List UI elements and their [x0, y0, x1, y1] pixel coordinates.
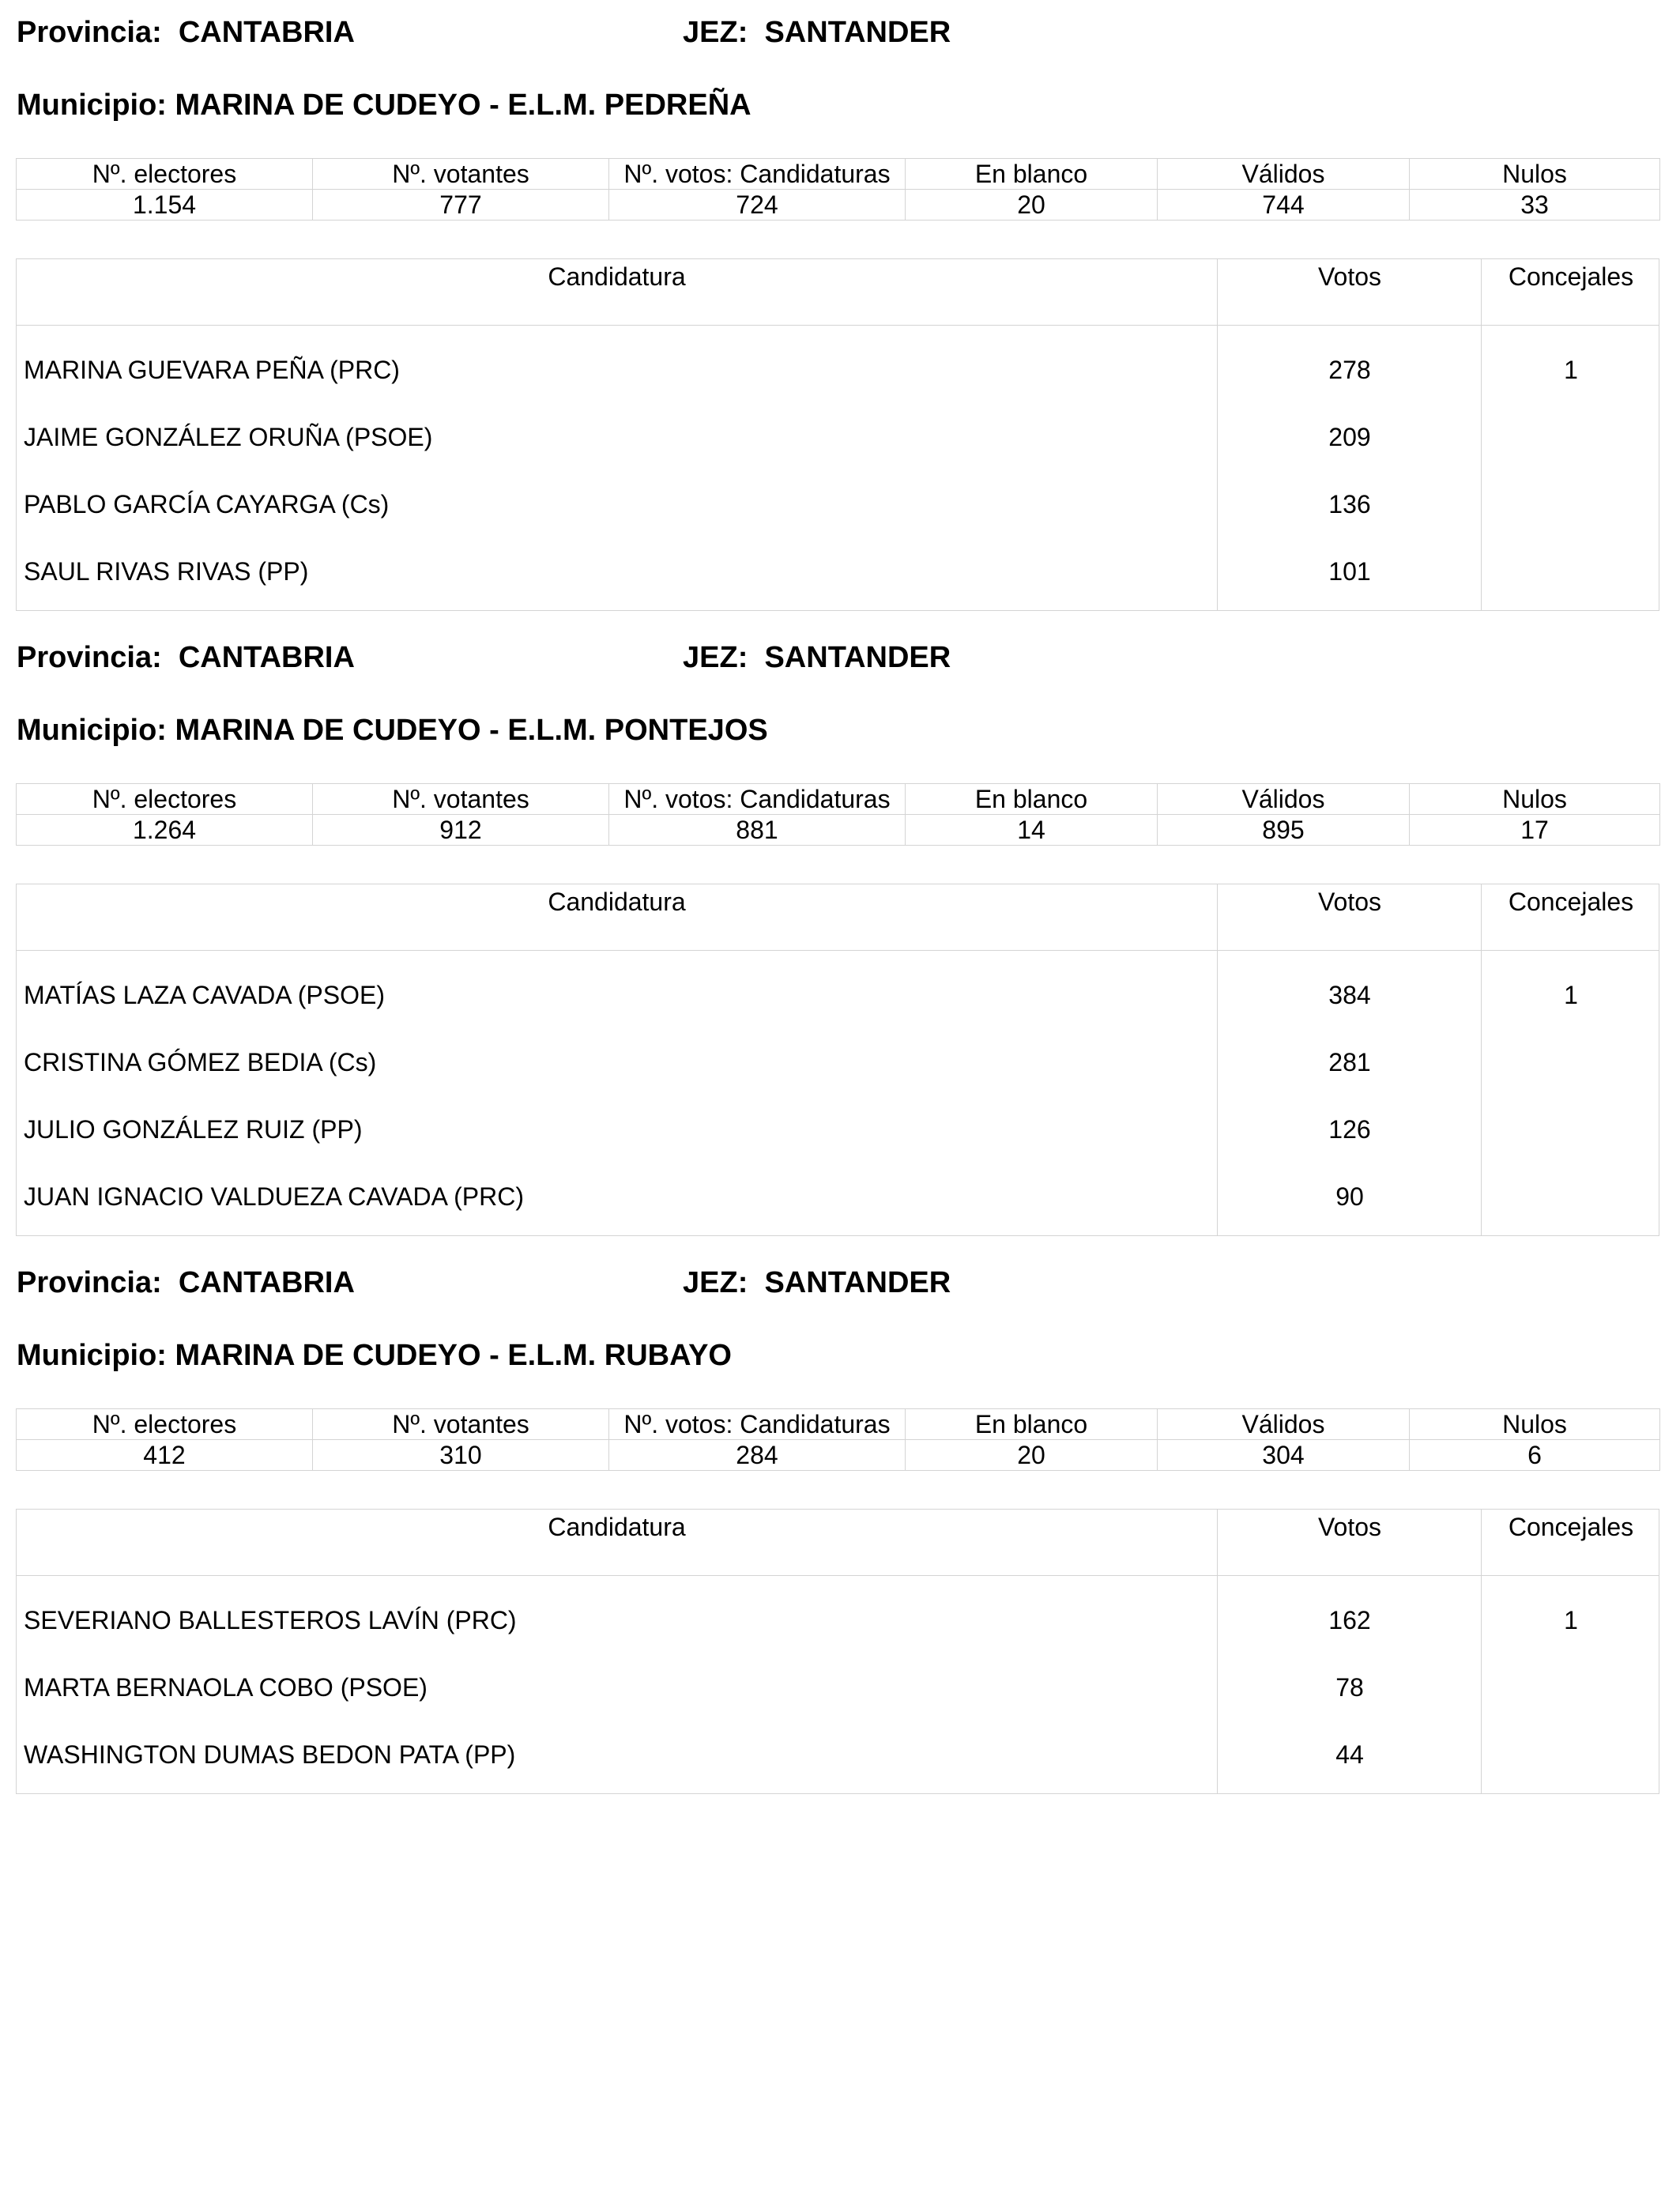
- candidate-votes: 126: [1328, 1115, 1371, 1144]
- header-votos: Votos: [1317, 262, 1382, 291]
- stat-value: 17: [1410, 815, 1660, 846]
- stats-header-row: [17, 784, 1660, 815]
- stat-value: 6: [1410, 1440, 1660, 1471]
- stats-value-row: [17, 1440, 1660, 1471]
- header-line: [0, 0, 1680, 47]
- stat-header: En blanco: [906, 784, 1158, 815]
- stats-value-row: [17, 815, 1660, 846]
- table-row: [17, 402, 1659, 469]
- jez-label: JEZ: SANTANDER: [683, 1266, 951, 1299]
- stat-value: 744: [1158, 190, 1410, 221]
- stat-value: 304: [1158, 1440, 1410, 1471]
- table-row: [17, 1027, 1659, 1095]
- table-row: [17, 537, 1659, 604]
- header-line: [0, 625, 1680, 673]
- provincia-label: Provincia: CANTABRIA: [17, 1266, 355, 1299]
- candidate-name: SEVERIANO BALLESTEROS LAVÍN (PRC): [24, 1606, 517, 1634]
- candidate-name: JAIME GONZÁLEZ ORUÑA (PSOE): [24, 423, 433, 451]
- stats-header-row: [17, 1409, 1660, 1440]
- candidate-votes: 162: [1328, 1606, 1371, 1634]
- stat-header: Nº. electores: [17, 159, 313, 190]
- stat-header: Nº. votantes: [313, 159, 609, 190]
- stat-header: En blanco: [906, 1409, 1158, 1440]
- candidate-concejales: 1: [1564, 1606, 1578, 1634]
- municipio-title: Municipio: MARINA DE CUDEYO - E.L.M. PEDREÑA: [17, 89, 751, 122]
- stat-value: 1.154: [17, 190, 313, 221]
- stat-header: Nº. electores: [17, 1409, 313, 1440]
- stat-value: 912: [313, 815, 609, 846]
- candidate-votes: 384: [1328, 981, 1371, 1009]
- table-row: [17, 1585, 1659, 1653]
- table-row: [17, 1720, 1659, 1787]
- provincia-label: Provincia: CANTABRIA: [17, 641, 355, 674]
- table-row: [17, 335, 1659, 402]
- jez-label: JEZ: SANTANDER: [683, 16, 951, 49]
- stat-header: Válidos: [1158, 159, 1410, 190]
- candidates-header: [17, 259, 1659, 326]
- stat-value: 20: [906, 190, 1158, 221]
- header-votos: Votos: [1317, 1513, 1382, 1541]
- candidates-table: [16, 884, 1659, 1236]
- stats-table: [16, 783, 1660, 846]
- candidates-table: [16, 1509, 1659, 1794]
- table-row: [17, 960, 1659, 1027]
- stat-header: Nº. votos: Candidaturas: [609, 784, 906, 815]
- header-candidatura: Candidatura: [548, 888, 686, 916]
- candidate-votes: 90: [1335, 1182, 1364, 1211]
- stat-value: 724: [609, 190, 906, 221]
- stat-value: 412: [17, 1440, 313, 1471]
- candidate-votes: 278: [1328, 356, 1371, 384]
- stat-value: 310: [313, 1440, 609, 1471]
- stats-table: [16, 1408, 1660, 1471]
- candidate-name: JULIO GONZÁLEZ RUIZ (PP): [24, 1115, 363, 1144]
- candidate-name: CRISTINA GÓMEZ BEDIA (Cs): [24, 1048, 377, 1076]
- stat-value: 881: [609, 815, 906, 846]
- candidate-name: SAUL RIVAS RIVAS (PP): [24, 557, 309, 586]
- candidate-concejales: 1: [1564, 356, 1578, 384]
- stat-header: Nº. votos: Candidaturas: [609, 159, 906, 190]
- header-votos: Votos: [1317, 888, 1382, 916]
- table-row: [17, 469, 1659, 537]
- header-concejales: Concejales: [1508, 1513, 1634, 1541]
- candidates-header: [17, 1510, 1659, 1576]
- stat-header: Nº. votantes: [313, 1409, 609, 1440]
- candidate-name: MATÍAS LAZA CAVADA (PSOE): [24, 981, 385, 1009]
- jez-label: JEZ: SANTANDER: [683, 641, 951, 674]
- header-candidatura: Candidatura: [548, 1513, 686, 1541]
- table-row: [17, 1095, 1659, 1162]
- stat-value: 14: [906, 815, 1158, 846]
- provincia-label: Provincia: CANTABRIA: [17, 16, 355, 49]
- stats-value-row: [17, 190, 1660, 221]
- candidate-votes: 281: [1328, 1048, 1371, 1076]
- stat-header: Nº. votos: Candidaturas: [609, 1409, 906, 1440]
- stat-header: En blanco: [906, 159, 1158, 190]
- candidate-name: PABLO GARCÍA CAYARGA (Cs): [24, 490, 390, 518]
- municipio-title: Municipio: MARINA DE CUDEYO - E.L.M. RUBAYO: [17, 1339, 732, 1372]
- candidate-name: MARTA BERNAOLA COBO (PSOE): [24, 1673, 428, 1702]
- stat-header: Nulos: [1410, 1409, 1660, 1440]
- stats-table: [16, 158, 1660, 221]
- header-concejales: Concejales: [1508, 888, 1634, 916]
- candidate-concejales: 1: [1564, 981, 1578, 1009]
- stat-header: Nulos: [1410, 784, 1660, 815]
- table-row: [17, 1653, 1659, 1720]
- candidate-votes: 78: [1335, 1673, 1364, 1702]
- candidates-header: [17, 884, 1659, 951]
- municipio-title: Municipio: MARINA DE CUDEYO - E.L.M. PONTEJOS: [17, 714, 768, 747]
- candidate-name: JUAN IGNACIO VALDUEZA CAVADA (PRC): [24, 1182, 524, 1211]
- stat-header: Nº. votantes: [313, 784, 609, 815]
- header-candidatura: Candidatura: [548, 262, 686, 291]
- candidates-table: [16, 258, 1659, 611]
- header-concejales: Concejales: [1508, 262, 1634, 291]
- candidate-votes: 101: [1328, 557, 1371, 586]
- candidate-name: MARINA GUEVARA PEÑA (PRC): [24, 356, 400, 384]
- candidate-votes: 136: [1328, 490, 1371, 518]
- stat-value: 777: [313, 190, 609, 221]
- stat-value: 20: [906, 1440, 1158, 1471]
- candidate-votes: 209: [1328, 423, 1371, 451]
- stats-header-row: [17, 159, 1660, 190]
- stat-value: 1.264: [17, 815, 313, 846]
- candidate-name: WASHINGTON DUMAS BEDON PATA (PP): [24, 1740, 516, 1769]
- stat-header: Nº. electores: [17, 784, 313, 815]
- stat-value: 284: [609, 1440, 906, 1471]
- header-line: [0, 1250, 1680, 1298]
- stat-value: 33: [1410, 190, 1660, 221]
- candidate-votes: 44: [1335, 1740, 1364, 1769]
- stat-header: Nulos: [1410, 159, 1660, 190]
- stat-value: 895: [1158, 815, 1410, 846]
- table-row: [17, 1162, 1659, 1229]
- stat-header: Válidos: [1158, 1409, 1410, 1440]
- stat-header: Válidos: [1158, 784, 1410, 815]
